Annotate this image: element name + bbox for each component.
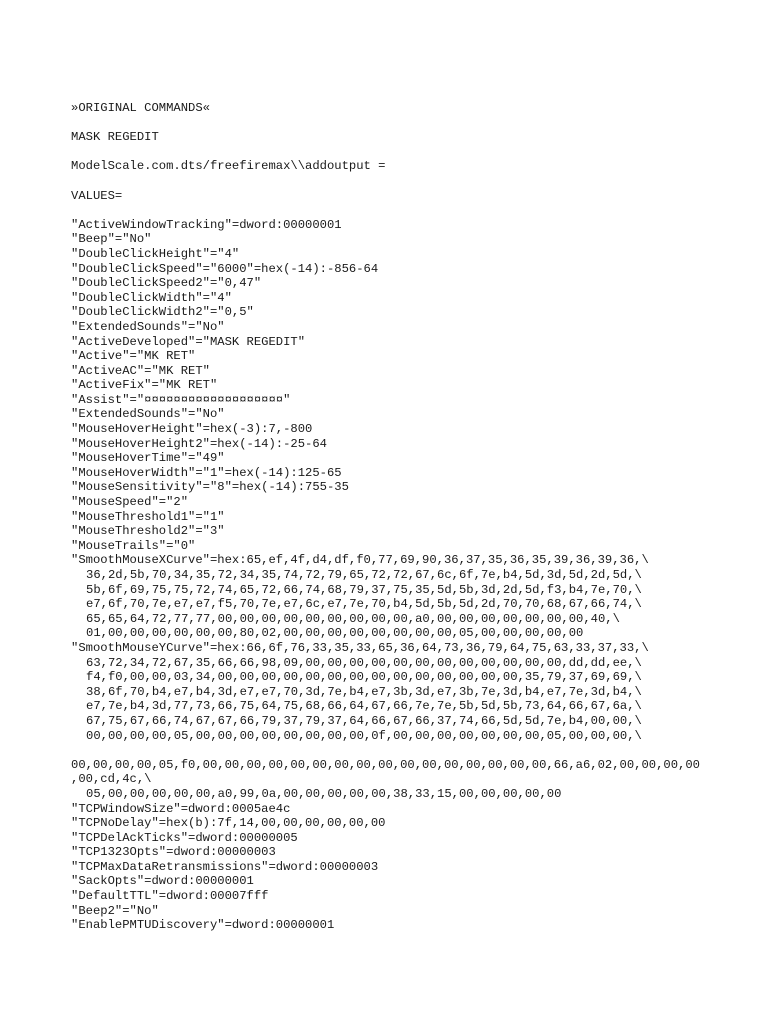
registry-entry: "DoubleClickSpeed2"="0,47" xyxy=(71,276,262,291)
registry-entry: "ActiveWindowTracking"=dword:00000001 xyxy=(71,217,342,232)
spacer xyxy=(71,203,761,218)
registry-entry: "MouseThreshold2"="3" xyxy=(71,524,225,539)
registry-entry: "EnablePMTUDiscovery"=dword:00000001 xyxy=(71,918,335,933)
registry-entry: "MouseThreshold1"="1" xyxy=(71,509,225,524)
registry-entry: "ExtendedSounds"="No" xyxy=(71,319,225,334)
registry-entry: "Beep2"="No" xyxy=(71,903,159,918)
registry-entries xyxy=(71,218,761,554)
hex-line: e7,6f,70,7e,e7,e7,f5,70,7e,e7,6c,e7,7e,70,b4,5d,5b,5d,2d,70,70,68,67,66,74,\ xyxy=(86,597,642,612)
registry-entry: "MouseSensitivity"="8"=hex(-14):755-35 xyxy=(71,480,349,495)
hex-tail xyxy=(71,758,761,802)
hex-line: ,00,cd,4c,\ xyxy=(71,772,152,787)
hex-line: e7,7e,b4,3d,77,73,66,75,64,75,68,66,64,67,66,7e,7e,5b,5d,5b,73,64,66,67,6a,\ xyxy=(86,699,642,714)
hex-line: 67,75,67,66,74,67,67,66,79,37,79,37,64,66,67,66,37,74,66,5d,5d,7e,b4,00,00,\ xyxy=(86,713,642,728)
registry-entry: "SackOpts"=dword:00000001 xyxy=(71,874,254,889)
hex-line: 05,00,00,00,00,00,a0,99,0a,00,00,00,00,00,38,33,15,00,00,00,00,00 xyxy=(86,786,562,801)
registry-entry: "DoubleClickSpeed"="6000"=hex(-14):-856-64 xyxy=(71,261,379,276)
hex-line: 5b,6f,69,75,75,72,74,65,72,66,74,68,79,37,75,35,5d,5b,3d,2d,5d,f3,b4,7e,70,\ xyxy=(86,582,642,597)
document-page xyxy=(71,101,761,933)
spacer xyxy=(71,116,761,131)
registry-entry: "DoubleClickHeight"="4" xyxy=(71,246,240,261)
registry-entry: "MouseTrails"="0" xyxy=(71,538,196,553)
registry-entry: "MouseSpeed"="2" xyxy=(71,495,189,510)
hex-line: 38,6f,70,b4,e7,b4,3d,e7,e7,70,3d,7e,b4,e7,3b,3d,e7,3b,7e,3d,b4,e7,7e,3d,b4,\ xyxy=(86,684,642,699)
registry-entry: "MouseHoverWidth"="1"=hex(-14):125-65 xyxy=(71,465,342,480)
registry-entry: "DoubleClickWidth2"="0,5" xyxy=(71,305,254,320)
registry-entry: "MouseHoverHeight"=hex(-3):7,-800 xyxy=(71,422,313,437)
registry-entry: "DoubleClickWidth"="4" xyxy=(71,290,232,305)
registry-entry: "ActiveDeveloped"="MASK REGEDIT" xyxy=(71,334,306,349)
registry-entry: "MouseHoverHeight2"=hex(-14):-25-64 xyxy=(71,436,327,451)
registry-entry: "TCP1323Opts"=dword:00000003 xyxy=(71,845,276,860)
values-label: VALUES= xyxy=(71,188,123,203)
registry-entry: "MouseHoverTime"="49" xyxy=(71,451,225,466)
hex-line: 01,00,00,00,00,00,00,80,02,00,00,00,00,00,00,00,00,05,00,00,00,00,00 xyxy=(86,626,584,641)
registry-entry: "ActiveFix"="MK RET" xyxy=(71,378,218,393)
registry-entry: "TCPNoDelay"=hex(b):7f,14,00,00,00,00,00,00 xyxy=(71,816,386,831)
registry-entry: "Active"="MK RET" xyxy=(71,349,196,364)
spacer xyxy=(71,145,761,160)
model-path-line: ModelScale.com.dts/freefiremax\\addoutput = xyxy=(71,159,386,174)
smooth-mouse-y-curve xyxy=(71,641,761,743)
registry-entry: "ExtendedSounds"="No" xyxy=(71,407,225,422)
registry-entry: "ActiveAC"="MK RET" xyxy=(71,363,210,378)
hex-line: "SmoothMouseYCurve"=hex:66,6f,76,33,35,33,65,36,64,73,36,79,64,75,63,33,37,33,\ xyxy=(71,640,649,655)
hex-line: 36,2d,5b,70,34,35,72,34,35,74,72,79,65,72,72,67,6c,6f,7e,b4,5d,3d,5d,2d,5d,\ xyxy=(86,568,642,582)
hex-line: 00,00,00,00,05,f0,00,00,00,00,00,00,00,00,00,00,00,00,00,00,00,00,66,a6,02,00,00,00,00 xyxy=(71,757,700,772)
registry-entry: "Beep"="No" xyxy=(71,232,152,247)
hex-line: 65,65,64,72,77,77,00,00,00,00,00,00,00,00,00,a0,00,00,00,00,00,00,00,40,\ xyxy=(86,611,620,626)
tcp-entries xyxy=(71,802,761,933)
hex-line: "SmoothMouseXCurve"=hex:65,ef,4f,d4,df,f0,77,69,90,36,37,35,36,35,39,36,39,36,\ xyxy=(71,553,649,568)
hex-line: 63,72,34,72,67,35,66,66,98,09,00,00,00,00,00,00,00,00,00,00,00,00,dd,dd,ee,\ xyxy=(86,655,642,670)
document-heading: »ORIGINAL COMMANDS« xyxy=(71,101,210,115)
smooth-mouse-x-curve xyxy=(71,553,761,641)
registry-entry: "TCPDelAckTicks"=dword:00000005 xyxy=(71,830,298,845)
registry-entry: "Assist"="¤¤¤¤¤¤¤¤¤¤¤¤¤¤¤¤¤¤¤" xyxy=(71,392,291,407)
mask-title: MASK REGEDIT xyxy=(71,130,159,145)
registry-entry: "TCPWindowSize"=dword:0005ae4c xyxy=(71,801,291,816)
hex-line: 00,00,00,00,05,00,00,00,00,00,00,00,00,0f,00,00,00,00,00,00,00,05,00,00,00,\ xyxy=(86,728,642,743)
hex-line: f4,f0,00,00,03,34,00,00,00,00,00,00,00,00,00,00,00,00,00,00,35,79,37,69,69,\ xyxy=(86,670,642,685)
spacer xyxy=(71,174,761,189)
spacer xyxy=(71,743,761,758)
registry-entry: "DefaultTTL"=dword:00007fff xyxy=(71,889,269,904)
registry-entry: "TCPMaxDataRetransmissions"=dword:00000003 xyxy=(71,859,379,874)
